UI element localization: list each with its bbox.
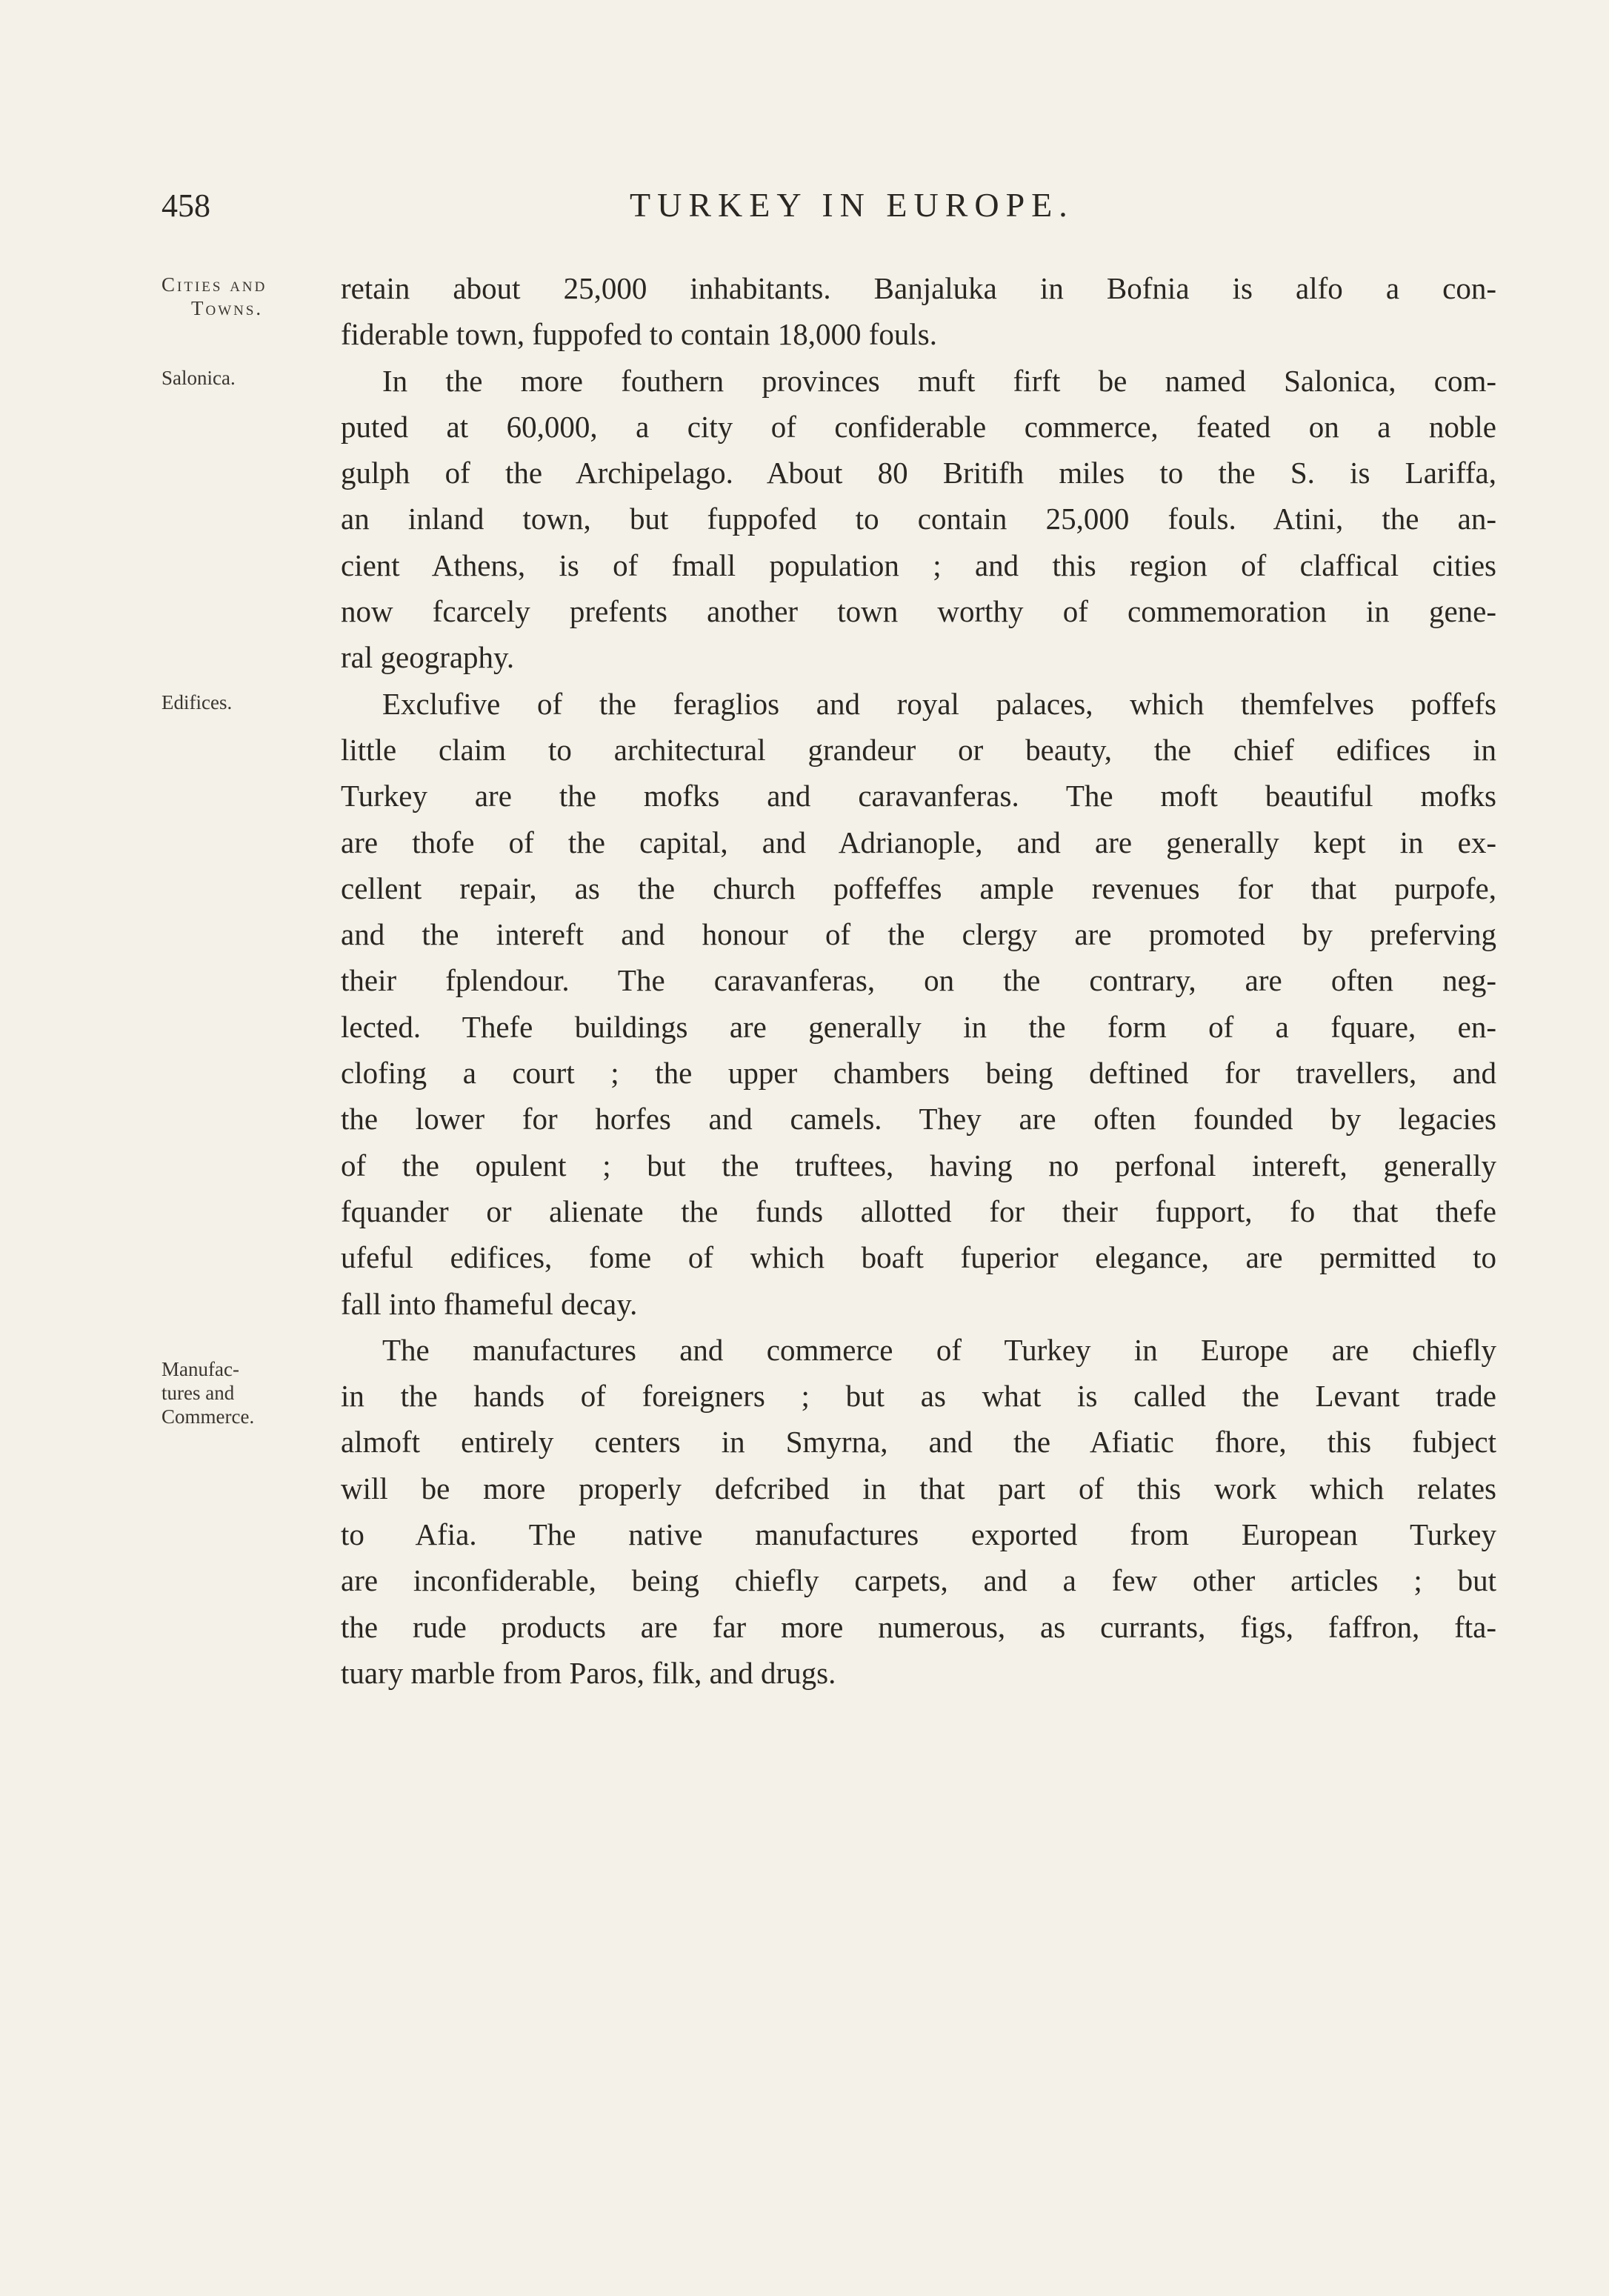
text-line: ral geography. xyxy=(341,640,515,675)
margin-note-line: Edifices. xyxy=(161,691,233,713)
text-line: are thofe of the capital, and Adrianople, and are generally kept in ex- xyxy=(341,825,1496,859)
margin-note-line: Cities and xyxy=(161,273,267,296)
text-line: Exclufive of the feraglios and royal palaces, which themfelves poffefs xyxy=(382,686,1496,721)
text-line: are inconfiderable, being chiefly carpets, and a few other articles ; but xyxy=(341,1563,1496,1598)
text-line: puted at 60,000, a city of confiderable commerce, feated on a noble xyxy=(341,409,1496,444)
text-line: lected. Thefe buildings are generally in the form of a fquare, en- xyxy=(341,1009,1496,1044)
text-line: fquander or alienate the funds allotted for their fupport, fo that thefe xyxy=(341,1194,1496,1228)
margin-note-salonica xyxy=(161,366,317,390)
text-line: fiderable town, fuppofed to contain 18,000 fouls. xyxy=(341,317,938,352)
margin-note-manufactures-and-commerce xyxy=(161,1357,317,1428)
body-text xyxy=(341,265,1496,1696)
text-line: almoft entirely centers in Smyrna, and the Afiatic fhore, this fubject xyxy=(341,1425,1496,1460)
text-line: retain about 25,000 inhabitants. Banjaluka in Bofnia is alfo a con- xyxy=(341,271,1496,305)
text-line: an inland town, but fuppofed to contain 25,000 fouls. Atini, the an- xyxy=(341,502,1496,536)
text-line: clofing a court ; the upper chambers being deftined for travellers, and xyxy=(341,1056,1496,1091)
margin-note-line: Manufac- xyxy=(161,1358,239,1380)
page-number: 458 xyxy=(161,187,210,224)
text-line: cellent repair, as the church poffeffes ample revenues for that purpofe, xyxy=(341,871,1496,905)
text-line: the lower for horfes and camels. They are often founded by legacies xyxy=(341,1102,1496,1137)
text-line: now fcarcely prefents another town worthy of commemoration in gene- xyxy=(341,594,1496,629)
margin-note-line: Towns. xyxy=(191,297,264,319)
text-line: cient Athens, is of fmall population ; and this region of claffical cities xyxy=(341,548,1496,582)
margin-note-line: Commerce. xyxy=(161,1405,255,1428)
text-line: The manufactures and commerce of Turkey in Europe are chiefly xyxy=(382,1332,1496,1367)
text-line: gulph of the Archipelago. About 80 Britifh miles to the S. is Lariffa, xyxy=(341,456,1496,490)
text-line: their fplendour. The caravanferas, on the contrary, are often neg- xyxy=(341,963,1496,998)
running-head: TURKEY IN EUROPE. xyxy=(630,186,1074,224)
text-line: Turkey are the mofks and caravanferas. The moft beautiful mofks xyxy=(341,779,1496,813)
margin-note-cities-and-towns xyxy=(161,273,317,320)
text-line: tuary marble from Paros, filk, and drugs. xyxy=(341,1655,836,1690)
text-line: to Afia. The native manufactures exported from European Turkey xyxy=(341,1517,1496,1552)
margin-note-line: Salonica. xyxy=(161,367,236,389)
margin-note-edifices xyxy=(161,691,317,714)
text-line: will be more properly defcribed in that part of this work which relates xyxy=(341,1471,1496,1505)
text-line: and the intereft and honour of the clergy are promoted by preferving xyxy=(341,917,1496,952)
text-line: In the more fouthern provinces muft firft be named Salonica, com- xyxy=(382,363,1496,398)
text-line: little claim to architectural grandeur or beauty, the chief edifices in xyxy=(341,732,1496,767)
text-line: in the hands of foreigners ; but as what is called the Levant trade xyxy=(341,1379,1496,1414)
margin-note-line: tures and xyxy=(161,1382,235,1404)
text-line: fall into fhameful decay. xyxy=(341,1286,638,1321)
text-line: of the opulent ; but the truftees, having no perfonal intereft, generally xyxy=(341,1148,1496,1182)
text-line: ufeful edifices, fome of which boaft fuperior elegance, are permitted to xyxy=(341,1240,1496,1275)
text-line: the rude products are far more numerous, as currants, figs, faffron, fta- xyxy=(341,1609,1496,1644)
